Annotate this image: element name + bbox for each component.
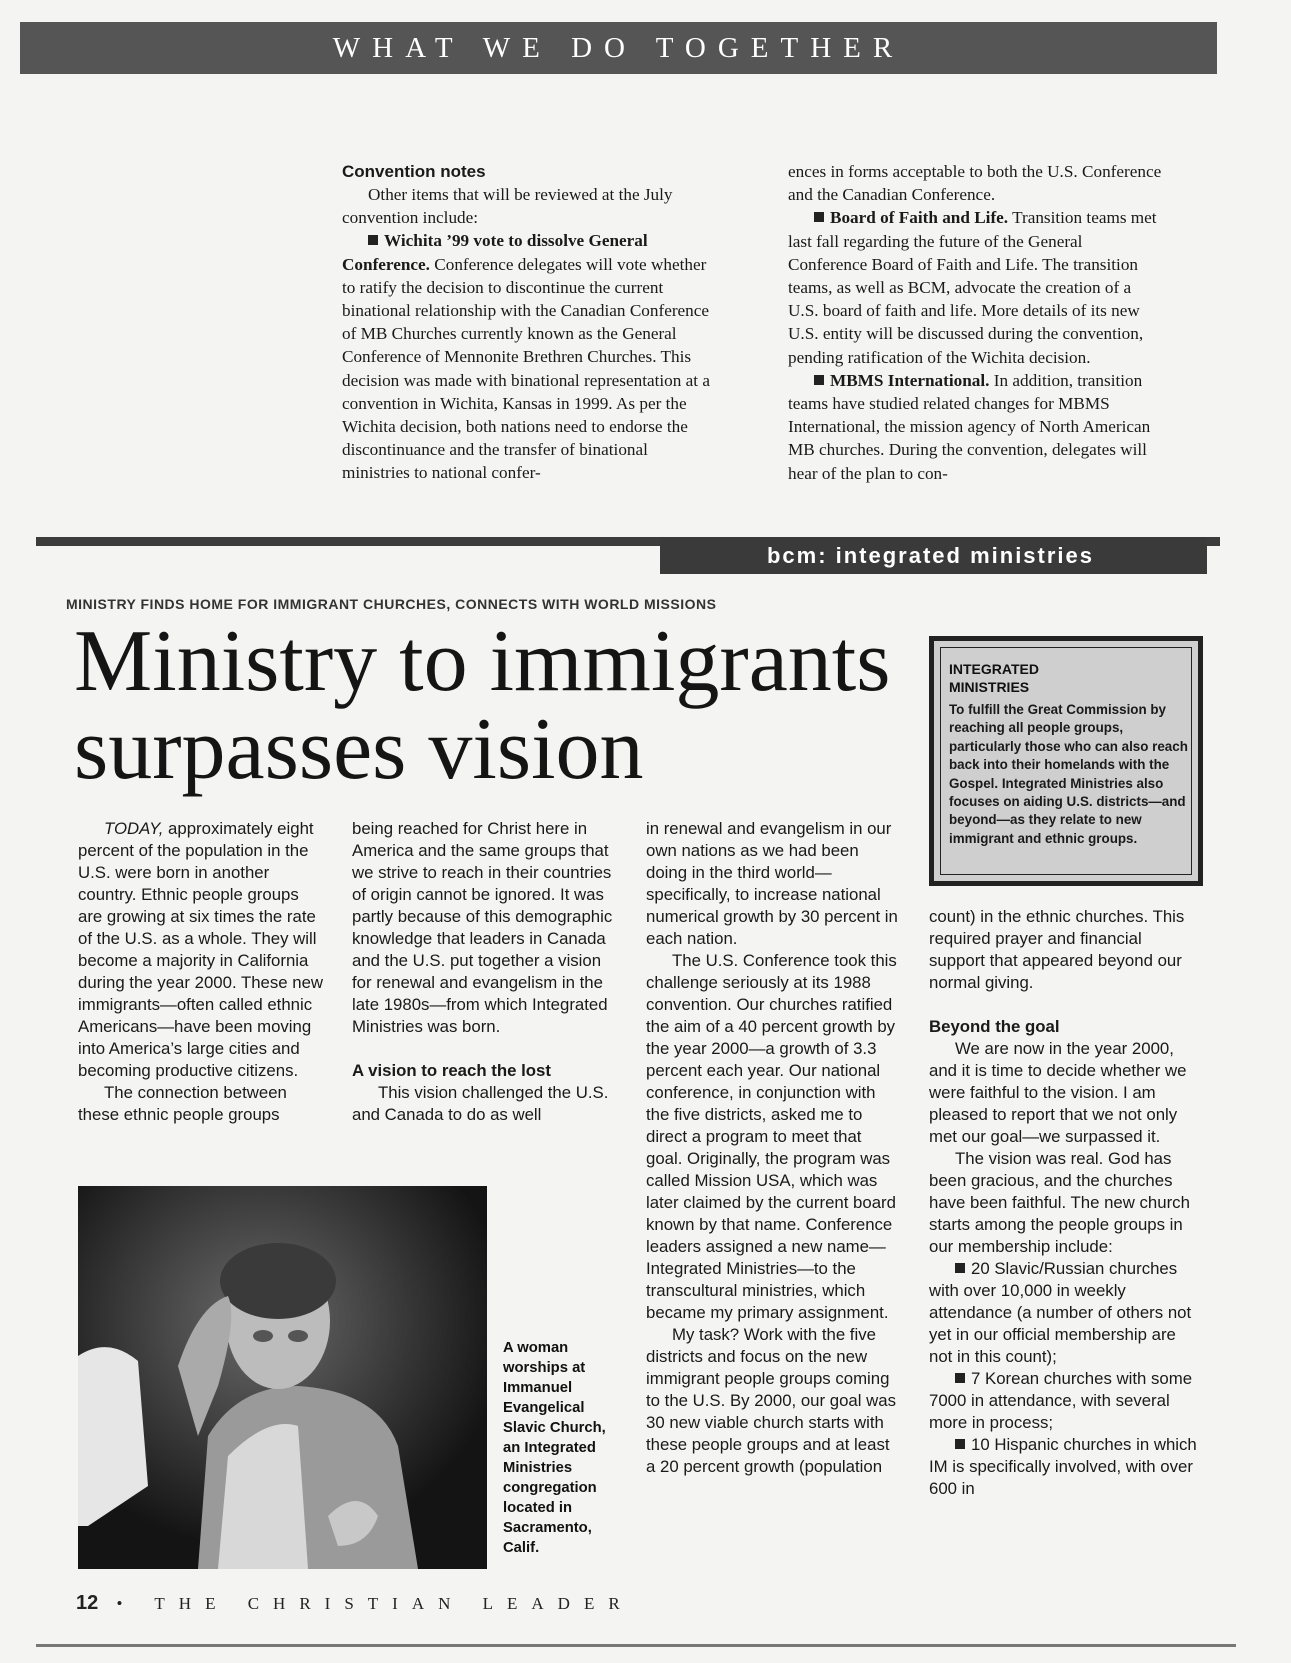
bullet-square-icon — [368, 235, 378, 245]
list-item: 7 Korean churches with some 7000 in attendance, with several more in process; — [929, 1369, 1193, 1432]
convention-item-1-cont: ences in forms acceptable to both the U.S. Conference and the Canadian Conference. — [788, 162, 1162, 205]
page-number: 12 — [76, 1592, 99, 1614]
publication-name: THE CHRISTIAN LEADER — [154, 1594, 634, 1613]
article-col4 — [929, 906, 1199, 1500]
photo-caption: A woman worships at Immanuel Evangelical Slavic Church, an Integrated Ministries congregation located in Sacramento, Calif. — [503, 1340, 606, 1556]
article-col3 — [646, 818, 902, 1478]
bullet-square-icon — [814, 375, 824, 385]
article-headline: Ministry to immigrants surpasses vision — [74, 613, 891, 798]
worship-photo — [78, 1186, 487, 1569]
article-paragraph: in renewal and evangelism in our own nations as we had been doing in the third world—specifically, to increase national numerical growth by 30 percent in each nation. — [646, 819, 898, 948]
bottom-rule — [36, 1644, 1236, 1647]
sidebar-text: To fulfill the Great Commission by reaching all people groups, particularly those who can also reach back into their homelands with the Gospel. Integrated Ministries also focuses on aiding U.S. districts—and beyond—as they relate to new immigrant and ethnic groups. — [949, 702, 1188, 846]
article-col2 — [352, 818, 616, 1126]
worshipper-photo-icon — [78, 1186, 487, 1569]
article-paragraph: This vision challenged the U.S. and Canada to do as well — [352, 1083, 609, 1124]
bullet-square-icon — [955, 1263, 965, 1273]
list-item: 10 Hispanic churches in which IM is specifically involved, with over 600 in — [929, 1435, 1197, 1498]
article-kicker: MINISTRY FINDS HOME FOR IMMIGRANT CHURCHES, CONNECTS WITH WORLD MISSIONS — [66, 596, 717, 612]
convention-notes-col2 — [788, 160, 1164, 485]
convention-item-1: Wichita ’99 vote to dissolve General Conference. Conference delegates will vote whether to ratify the decision to discontinue the current binational relationship with the Canadian Conference of MB Churches currently known as the General Conference of Mennonite Brethren Churches. This decision was made with binational representation at a convention in Wichita, Kansas in 1999. As per the Wichita decision, both nations need to endorse the discontinuance and the transfer of binational ministries to national confer- — [342, 231, 710, 483]
article-paragraph: The connection between these ethnic people groups — [78, 1083, 287, 1124]
article-col1 — [78, 818, 326, 1126]
banner-title: WHAT WE DO TOGETHER — [332, 32, 905, 64]
section-tab-end — [1201, 537, 1207, 574]
convention-notes-col1 — [342, 160, 718, 485]
article-paragraph: TODAY, approximately eight percent of the population in the U.S. were born in another country. Ethnic people groups are growing at six times the rate of the U.S. as a whole. They will become a majority in California during the year 2000. These new immigrants—often called ethnic Americans—have been moving into America’s large cities and becoming productive citizens. — [78, 819, 324, 1080]
bullet-square-icon — [814, 212, 824, 222]
article-paragraph: The U.S. Conference took this challenge seriously at its 1988 convention. Our churches ratified the aim of a 40 percent growth by the year 2000—a growth of 3.3 percent each year. Our national conference, in conjunction with the five districts, asked me to direct a program to meet that goal. Originally, the program was called Mission USA, which was later claimed by the current board known by that name. Conference leaders assigned a new name—Integrated Ministries—to the transcultural ministries, which became my primary assignment. — [646, 951, 897, 1322]
convention-item-3: MBMS International. In addition, transition teams have studied related changes for MBMS International, the mission agency of North American MB churches. During the convention, delegates will hear of the plan to con- — [788, 370, 1151, 483]
section-banner — [20, 22, 1217, 74]
subhead-vision: A vision to reach the lost — [352, 1061, 551, 1080]
article-paragraph: The vision was real. God has been gracious, and the churches have been faithful. The new church starts among the people groups in our membership include: — [929, 1149, 1190, 1256]
article-paragraph: being reached for Christ here in America and the same groups that we strive to reach in their countries of origin cannot be ignored. It was partly because of this demographic knowledge that leaders in Canada and the U.S. put together a vision for renewal and evangelism in the late 1980s—from which Integrated Ministries was born. — [352, 819, 613, 1036]
list-item: 20 Slavic/Russian churches with over 10,000 in weekly attendance (a number of others not yet in our official membership are not in this count); — [929, 1259, 1192, 1366]
section-tab: bcm: integrated ministries — [660, 537, 1201, 574]
subhead-goal: Beyond the goal — [929, 1017, 1060, 1036]
convention-item-2: Board of Faith and Life. Transition teams met last fall regarding the future of the General Conference Board of Faith and Life. The transition teams, as well as BCM, advocate the creation of a U.S. board of faith and life. More details of its new U.S. entity will be discussed during the convention, pending ratification of the Wichita decision. — [788, 208, 1157, 367]
article-paragraph: We are now in the year 2000, and it is time to decide whether we were faithful to the vision. I am pleased to report that we not only met our goal—we surpassed it. — [929, 1039, 1187, 1146]
bullet-square-icon — [955, 1373, 965, 1383]
sidebar-inner-frame — [940, 647, 1192, 875]
bullet-square-icon — [955, 1439, 965, 1449]
sidebar-box — [929, 636, 1203, 886]
convention-heading: Convention notes — [342, 162, 486, 181]
convention-intro: Other items that will be reviewed at the July convention include: — [342, 185, 673, 228]
article-paragraph: My task? Work with the five districts and focus on the new immigrant people groups coming to the U.S. By 2000, our goal was 30 new viable church starts with these people groups and at least a 20 percent growth (population — [646, 1325, 896, 1476]
page-footer — [76, 1592, 634, 1615]
sidebar-title: INTEGRATED MINISTRIES — [949, 661, 1039, 695]
footer-separator: • — [98, 1594, 155, 1613]
article-paragraph: count) in the ethnic churches. This required prayer and financial support that appeared beyond our normal giving. — [929, 907, 1185, 992]
